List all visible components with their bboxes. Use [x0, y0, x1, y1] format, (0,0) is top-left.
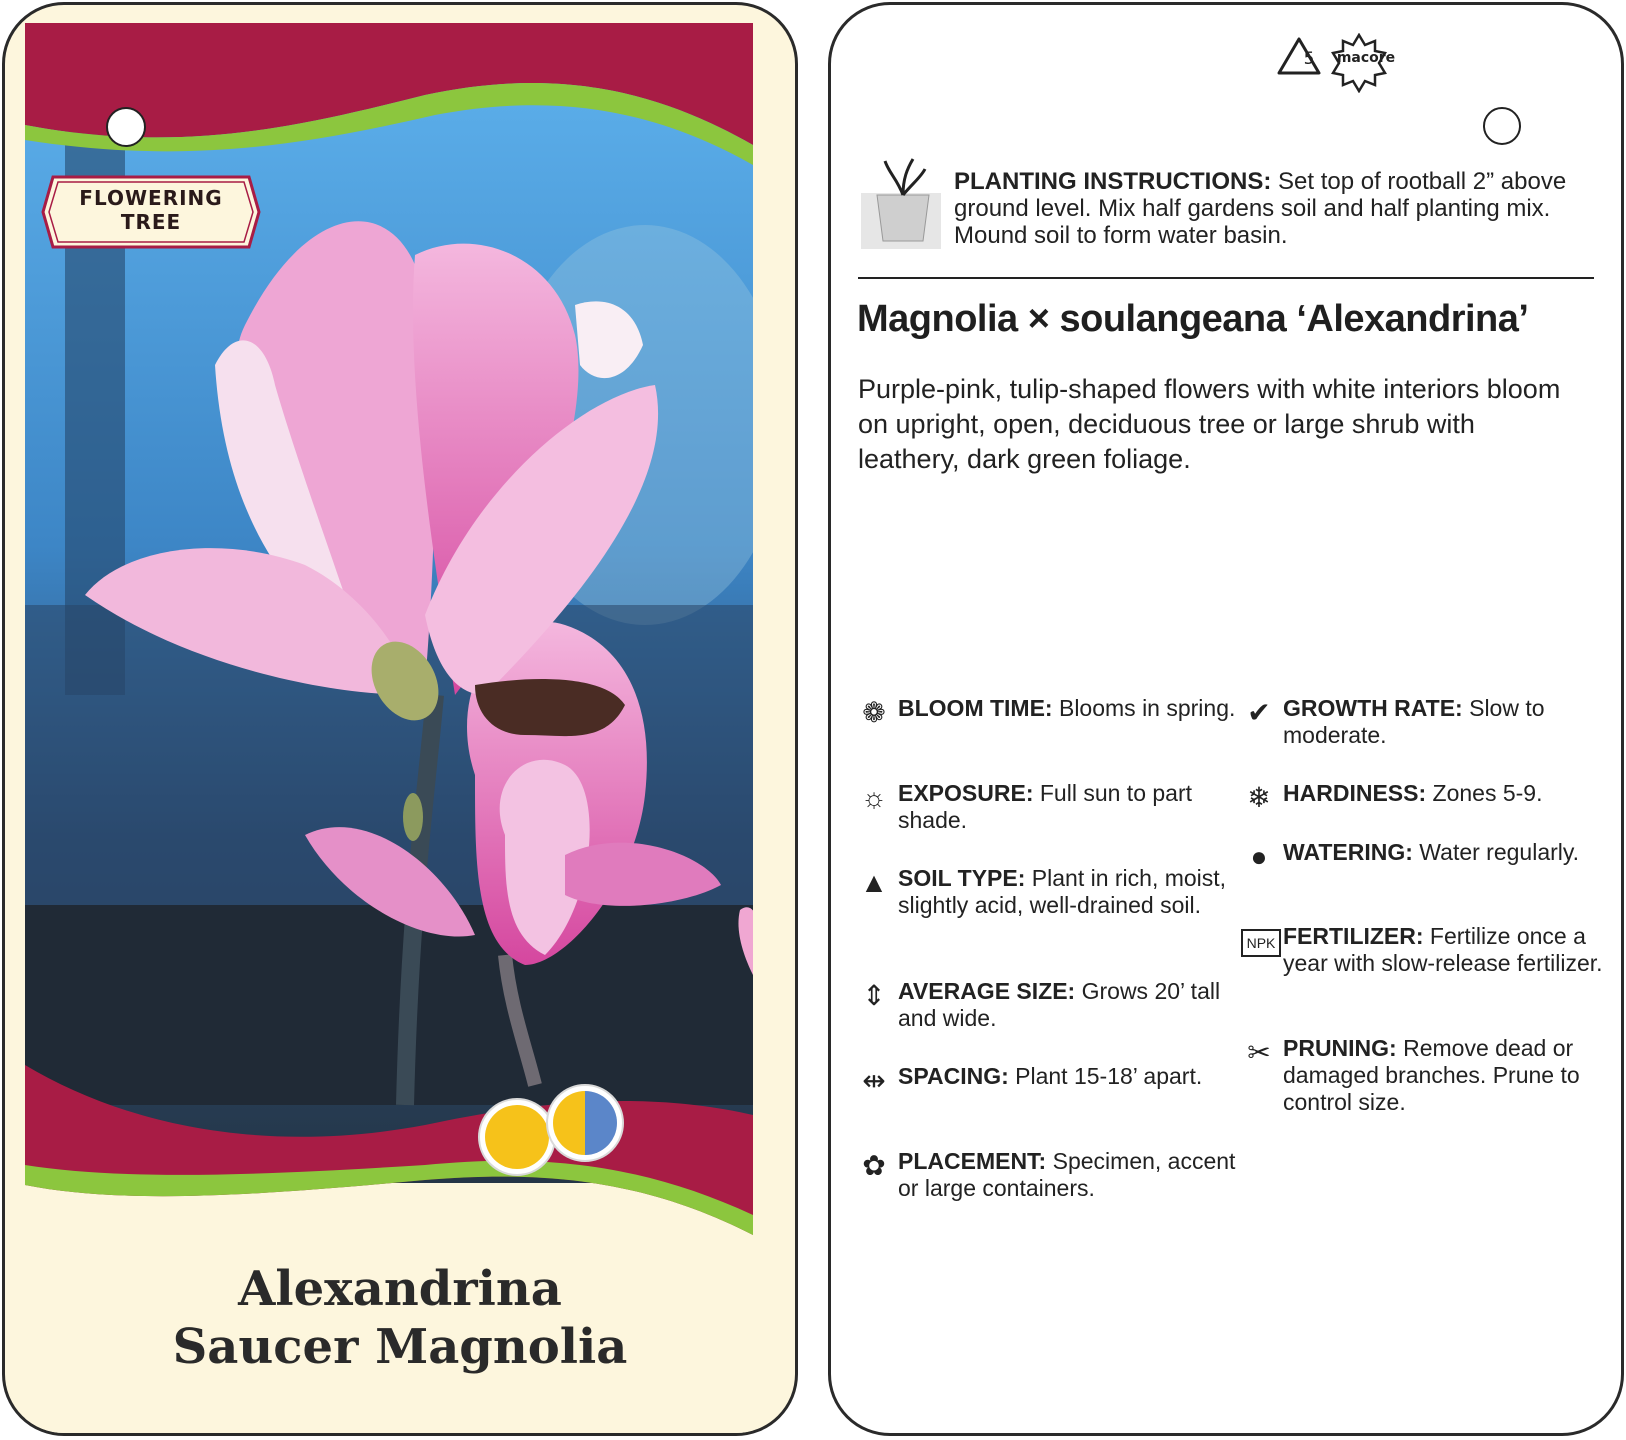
size-icon: ⇕: [862, 980, 886, 1011]
attribute-title: GROWTH RATE:: [1283, 695, 1463, 721]
attribute-average-size: [862, 978, 1238, 1032]
attribute-placement: [862, 1148, 1238, 1202]
common-name-line-1: Alexandrina: [238, 1261, 562, 1317]
attribute-text: Slow to moderate.: [1283, 695, 1545, 748]
attribute-text: Zones 5-9.: [1426, 780, 1543, 806]
full-sun-icon: [479, 1099, 555, 1175]
attribute-title: HARDINESS:: [1283, 780, 1427, 806]
front-tag: [2, 2, 798, 1436]
attribute-text: Water regularly.: [1412, 839, 1580, 865]
attribute-text: Plant 15-18’ apart.: [1008, 1063, 1203, 1089]
attribute-title: BLOOM TIME:: [898, 695, 1053, 721]
attribute-exposure: [861, 780, 1238, 834]
badge-line-1: FLOWERING: [79, 186, 223, 210]
planting-instructions: [954, 168, 1594, 249]
planting-pot-icon: [861, 155, 945, 251]
attribute-text: Full sun to part shade.: [898, 780, 1193, 833]
attribute-text: Remove dead or damaged branches. Prune to control size.: [1283, 1035, 1580, 1115]
attribute-title: AVERAGE SIZE:: [898, 978, 1076, 1004]
attribute-soil-type: [860, 865, 1238, 919]
attribute-text: Blooms in spring.: [1052, 695, 1236, 721]
planting-instructions-title: PLANTING INSTRUCTIONS:: [954, 168, 1272, 195]
back-tag: [828, 2, 1624, 1436]
attribute-title: PLACEMENT:: [898, 1148, 1047, 1174]
sprout-icon: ✔: [1247, 697, 1271, 728]
pruners-icon: ✂: [1247, 1037, 1271, 1068]
flower-icon: ❁: [862, 697, 886, 728]
attribute-growth-rate: [1247, 695, 1623, 749]
attribute-title: SOIL TYPE:: [898, 865, 1026, 891]
attribute-pruning: [1247, 1035, 1623, 1116]
attribute-title: FERTILIZER:: [1283, 923, 1424, 949]
attribute-title: EXPOSURE:: [898, 780, 1034, 806]
recycle-number: 5: [1303, 49, 1315, 69]
attribute-text: Fertilize once a year with slow-release fertilizer.: [1283, 923, 1603, 976]
attribute-text: Grows 20’ tall and wide.: [898, 978, 1221, 1031]
attribute-title: PRUNING:: [1283, 1035, 1397, 1061]
attribute-text: Plant in rich, moist, slightly acid, well-drained soil.: [898, 865, 1227, 918]
npk-icon: NPK: [1241, 929, 1281, 957]
brand-logo-text: macore: [1336, 50, 1396, 66]
common-name-line-2: Saucer Magnolia: [172, 1319, 628, 1375]
botanical-name: Magnolia × soulangeana ‘Alexandrina’: [857, 298, 1529, 340]
plant-description: Purple-pink, tulip-shaped flowers with white interiors bloom on upright, open, deciduous tree or large shrub with leathery, dark green foliage.: [858, 374, 1561, 474]
planting-instructions-text: Set top of rootball 2” above ground level. Mix half gardens soil and half planting mix. Mound soil to form water basin.: [954, 168, 1567, 249]
attribute-fertilizer: [1246, 923, 1623, 977]
attribute-bloom-time: [862, 695, 1238, 728]
attribute-watering: [1250, 839, 1623, 872]
attribute-title: SPACING:: [898, 1063, 1009, 1089]
sun-icon: ☼: [861, 782, 887, 813]
water-drop-icon: ●: [1250, 841, 1268, 872]
divider: [858, 277, 1594, 279]
badge-line-2: TREE: [120, 210, 182, 234]
category-badge: [41, 173, 261, 251]
common-name: [5, 1260, 795, 1376]
hang-hole: [1483, 107, 1521, 145]
soil-icon: ▲: [860, 867, 888, 898]
spacing-icon: ⇹: [862, 1065, 886, 1096]
hang-hole: [107, 108, 145, 146]
attribute-text: Specimen, accent or large containers.: [898, 1148, 1236, 1201]
attribute-spacing: [862, 1063, 1238, 1096]
snowflake-icon: ❄: [1247, 782, 1271, 813]
attribute-title: WATERING:: [1283, 839, 1413, 865]
placement-icon: ✿: [862, 1150, 886, 1181]
attribute-hardiness: [1247, 780, 1623, 813]
part-shade-icon: [547, 1085, 623, 1161]
